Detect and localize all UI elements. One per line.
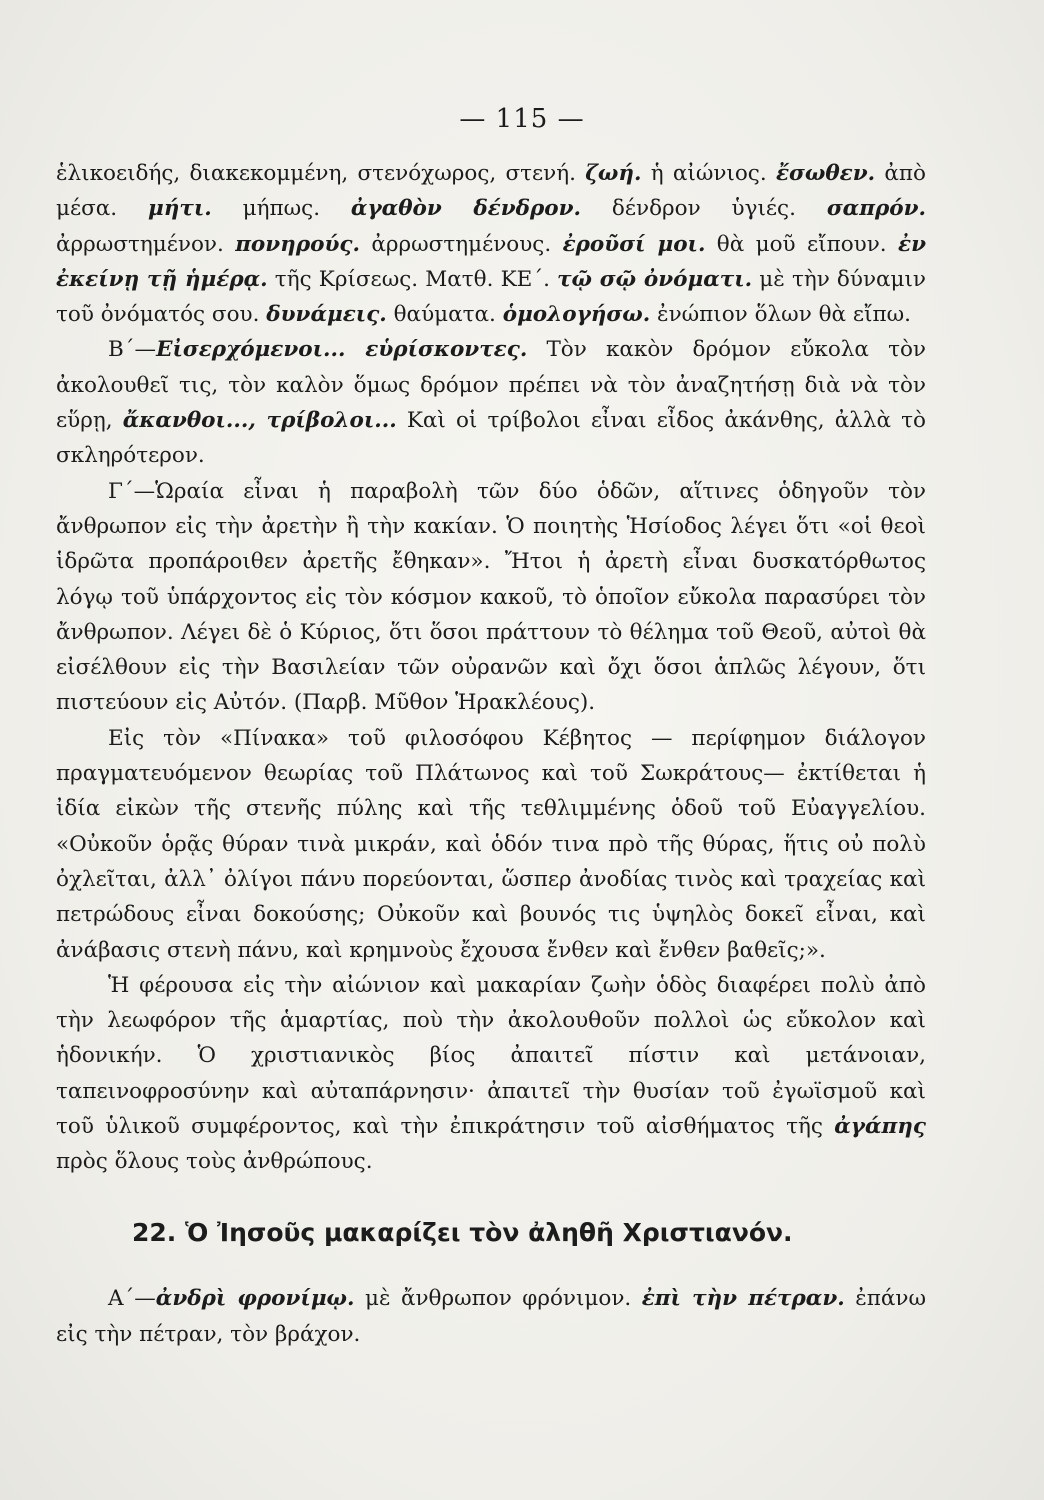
gloss-term: ἐροῦσί μοι. — [562, 231, 706, 257]
gloss-term: ζωή. — [585, 161, 642, 186]
gloss-term: ἀγάπης — [834, 1114, 926, 1140]
gloss-term: ὁμολογήσω. — [502, 302, 651, 328]
paragraph-text: Β΄— — [108, 337, 157, 363]
gloss-text: ἀρρωστημένους. — [359, 231, 563, 257]
body-text — [56, 156, 926, 1180]
gloss-term: δυνάμεις. — [266, 302, 387, 328]
gloss-text: θὰ μοῦ εἴπουν. — [705, 231, 898, 257]
paragraph-text: ἐπάνω εἰς τὴν πέτραν, τὸν βράχον. — [56, 1286, 926, 1347]
paragraph-text: Ἡ φέρουσα εἰς τὴν αἰώνιον καὶ μακαρίαν ζωὴν ὁδὸς διαφέρει πολὺ ἀπὸ τὴν λεωφόρον τῆς ἁμαρτίας, ποὺ τὴν ἀκολουθοῦν πολλοὶ ὡς εὔκολον καὶ ἡδονικήν. Ὁ χριστιανικὸς βίος ἀπαιτεῖ πίστιν καὶ μετάνοιαν, ταπεινοφροσύνην καὶ αὐταπάρνησιν· ἀπαιτεῖ τὴν θυσίαν τοῦ ἐγωϊσμοῦ καὶ τοῦ ὑλικοῦ συμφέροντος, καὶ τὴν ἐπικράτησιν τοῦ αἰσθήματος τῆς — [56, 972, 926, 1140]
gloss-text: μὲ τὴν δύναμιν τοῦ ὀνόματός σου. — [56, 266, 927, 328]
gloss-text: θαύματα. — [386, 302, 503, 328]
gloss-term: ἄκανθοι..., τρίβολοι... — [122, 408, 397, 434]
gloss-term: ἀνδρὶ φρονίμῳ. — [155, 1286, 355, 1311]
paragraph-beta — [56, 332, 926, 473]
gloss-term: ἔσωθεν. — [775, 161, 876, 186]
paragraph-text: πρὸς ὅλους τοὺς ἀνθρώπους. — [56, 1149, 373, 1175]
gloss-term: ἐν ἐκείνῃ τῇ ἡμέρᾳ. — [56, 231, 926, 292]
gloss-term: πονηρούς. — [235, 231, 360, 257]
gloss-term: ἀγαθὸν δένδρον. — [350, 196, 582, 222]
paragraph-text: Α΄— — [108, 1286, 156, 1311]
gloss-text: ἀπὸ μέσα. — [56, 161, 926, 222]
paragraph-text: Τὸν κακὸν δρόμον εὔκολα τὸν ἀκολουθεῖ τις, τὸν καλὸν ὅμως δρόμον πρέπει νὰ τὸν ἀναζητήσῃ διὰ νὰ τὸν εὕρῃ, — [56, 337, 926, 434]
paragraph-cebes: Εἰς τὸν «Πίνακα» τοῦ φιλοσόφου Κέβητος — περίφημον διάλογον πραγματευόμενον θεωρίας τοῦ Πλάτωνος καὶ τοῦ Σωκράτους— ἐκτίθεται ἡ ἰδία εἰκὼν τῆς στενῆς πύλης καὶ τῆς τεθλιμμένης ὁδοῦ τοῦ Εὐαγγελίου. «Οὐκοῦν ὁρᾷς θύραν τινὰ μικράν, καὶ ὁδόν τινα πρὸ τῆς θύρας, ἥτις οὐ πολὺ ὀχλεῖται, ἀλλ᾽ ὀλίγοι πάνυ πορεύονται, ὥσπερ ἀνοδίας τινὸς καὶ τραχείας καὶ πετρώδους εἶναι δοκούσης; Οὐκοῦν καὶ βουνός τις ὑψηλὸς δοκεῖ εἶναι, καὶ ἀνάβασις στενὴ πάνυ, καὶ κρημνοὺς ἔχουσα ἔνθεν καὶ ἔνθεν βαθεῖς;». — [56, 725, 926, 963]
gloss-text: ἐνώπιον ὅλων θὰ εἴπω. — [650, 302, 911, 328]
body-text-section-22 — [56, 1281, 926, 1353]
paragraph-glossary-continued — [56, 156, 926, 332]
gloss-text: δένδρον ὑγιές. — [581, 196, 827, 222]
gloss-term: Εἰσερχόμενοι... εὑρίσκοντες. — [156, 337, 528, 363]
gloss-text: ἑλικοειδής, διακεκομμένη, στενόχωρος, στενή. — [56, 161, 586, 186]
gloss-text: μήπως. — [211, 196, 351, 222]
gloss-term: σαπρόν. — [826, 196, 926, 222]
gloss-text: τῆς Κρίσεως. Ματθ. ΚΕ΄. — [267, 266, 558, 292]
gloss-text: ἀρρωστημένον. — [56, 231, 236, 257]
gloss-text: ἡ αἰώνιος. — [641, 161, 776, 186]
gloss-term: ἐπὶ τὴν πέτραν. — [641, 1286, 845, 1311]
paragraph-gamma: Γ΄—Ὡραία εἶναι ἡ παραβολὴ τῶν δύο ὁδῶν, αἵτινες ὁδηγοῦν τὸν ἄνθρωπον εἰς τὴν ἀρετὴν ἢ τὴν κακίαν. Ὁ ποιητὴς Ἡσίοδος λέγει ὅτι «οἱ θεοὶ ἱδρῶτα προπάροιθεν ἀρετῆς ἔθηκαν». Ἤτοι ἡ ἀρετὴ εἶναι δυσκατόρθωτος λόγῳ τοῦ ὑπάρχοντος εἰς τὸν κόσμον κακοῦ, τὸ ὁποῖον εὔκολα παρασύρει τὸν ἄνθρωπον. Λέγει δὲ ὁ Κύριος, ὅτι ὅσοι πράττουν τὸ θέλημα τοῦ Θεοῦ, αὐτοὶ θὰ εἰσέλθουν εἰς τὴν Βασιλείαν τῶν οὐρανῶν καὶ ὄχι ὅσοι ἁπλῶς λέγουν, ὅτι πιστεύουν εἰς Αὐτόν. (Παρβ. Μῦθον Ἡρακλέους). — [56, 478, 926, 716]
paragraph-alpha — [56, 1281, 926, 1353]
paragraph-text: Καὶ οἱ τρίβολοι εἶναι εἶδος ἀκάνθης, ἀλλὰ τὸ σκληρότερον. — [56, 408, 926, 469]
section-heading: 22. Ὁ Ἰησοῦς μακαρίζει τὸν ἀληθῆ Χριστιανόν. — [132, 1218, 793, 1247]
page-number: — 115 — — [459, 104, 585, 134]
paragraph-text: μὲ ἄνθρωπον φρόνιμον. — [354, 1286, 642, 1311]
paragraph-christian-life — [56, 968, 926, 1180]
gloss-term: τῷ σῷ ὀνόματι. — [557, 266, 753, 292]
gloss-term: μήτι. — [148, 196, 212, 222]
